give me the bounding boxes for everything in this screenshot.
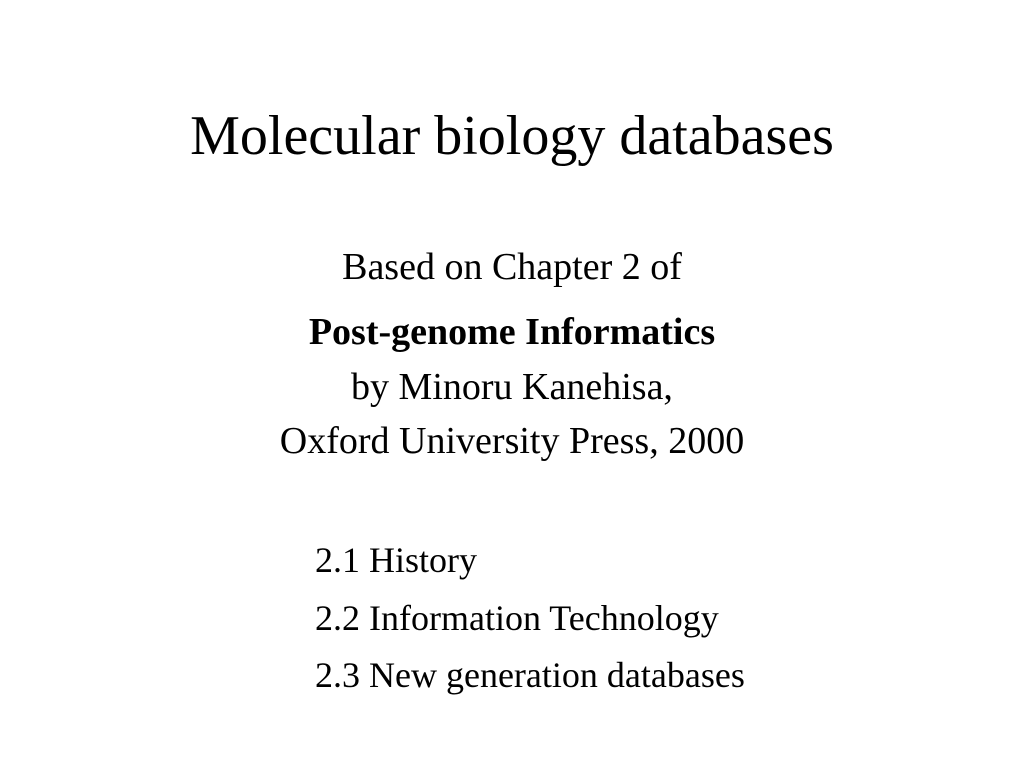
book-author: by Minoru Kanehisa, [351, 366, 673, 408]
contents-item-information-technology: 2.2 Information Technology [315, 597, 719, 638]
slide-title: Molecular biology databases [190, 105, 834, 167]
book-title: Post-genome Informatics [308, 311, 716, 353]
book-publisher: Oxford University Press, 2000 [279, 420, 745, 462]
chapter-contents-list [315, 532, 745, 705]
based-on-text: Based on Chapter 2 of [342, 246, 682, 288]
contents-item-history: 2.1 History [315, 540, 477, 580]
contents-item-new-generation-databases: 2.3 New generation databases [315, 655, 745, 695]
